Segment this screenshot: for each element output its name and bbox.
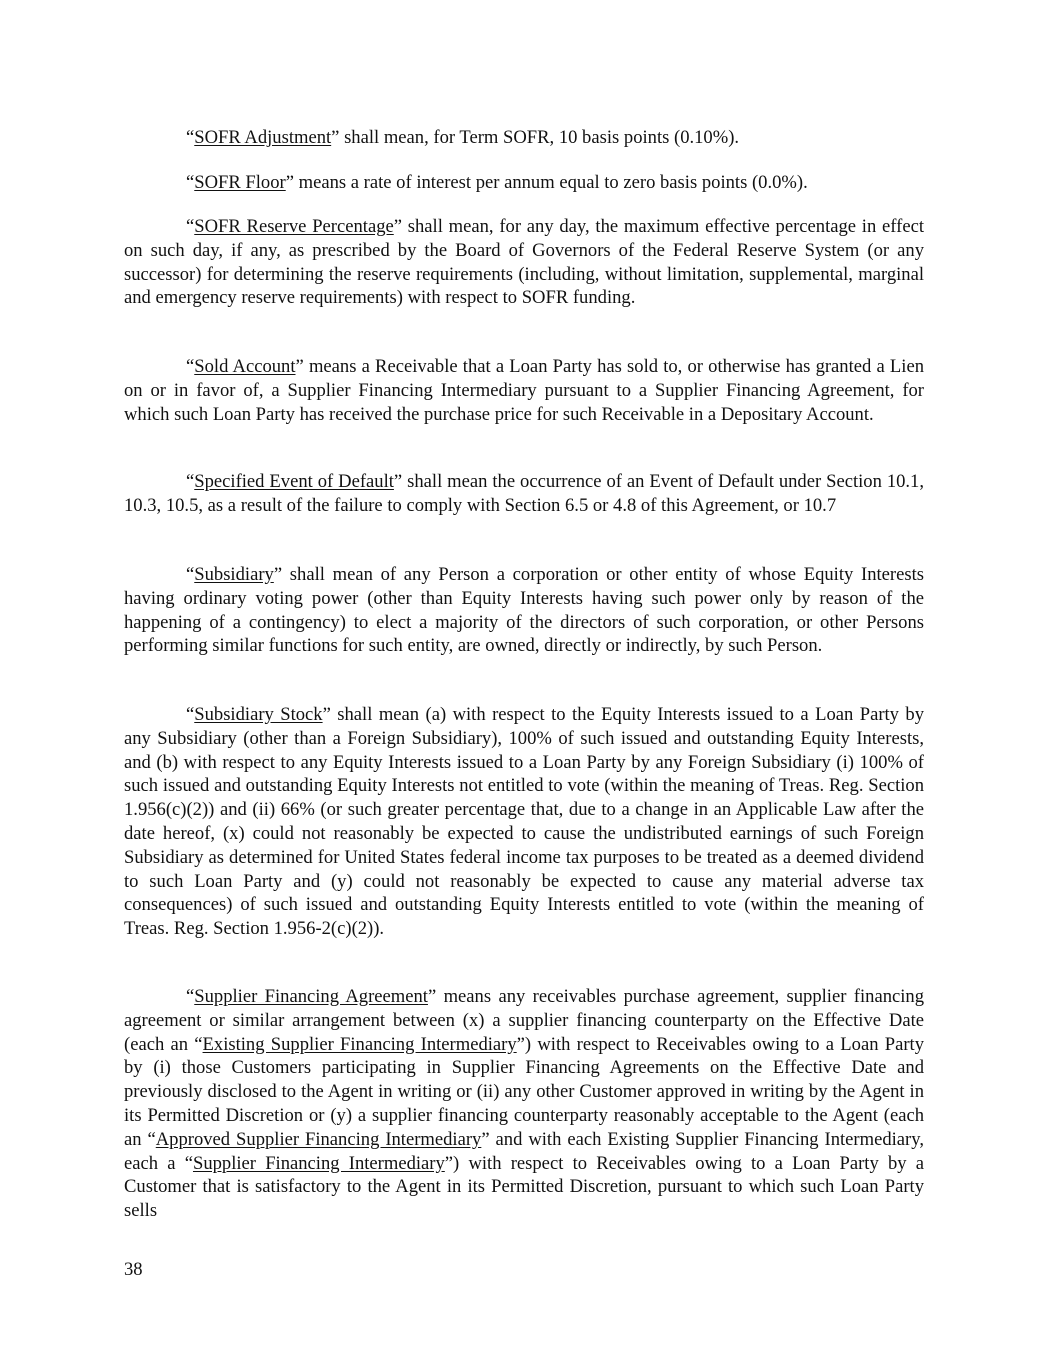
defined-term: Supplier Financing Intermediary bbox=[192, 1152, 445, 1174]
defined-term: Subsidiary Stock bbox=[194, 704, 323, 725]
definition-sofr-adjustment: “SOFR Adjustment” shall mean, for Term SOFR, 10 basis points (0.10%). bbox=[186, 127, 740, 148]
defined-term: SOFR Adjustment bbox=[194, 127, 332, 148]
defined-term: Subsidiary bbox=[194, 564, 274, 585]
defined-term: Sold Account bbox=[194, 356, 296, 377]
definition-sofr-floor: “SOFR Floor” means a rate of interest per annum equal to zero basis points (0.0%). bbox=[186, 172, 808, 193]
definition-sold-account: “Sold Account” means a Receivable that a Loan Party has sold to, or otherwise has granted a Lien on or in favor of, a Supplier Financing Intermediary pursuant to a Supplier Financing Agreement, for which such Loan Party has received the purchase price for such Receivable in a Depositary Account. bbox=[124, 356, 924, 425]
defined-term: SOFR Reserve Percentage bbox=[194, 216, 394, 237]
defined-term: SOFR Floor bbox=[194, 172, 286, 193]
definition-sofr-reserve-percentage: “SOFR Reserve Percentage” shall mean, for any day, the maximum effective percentage in effect on such day, if any, as prescribed by the Board of Governors of the Federal Reserve System (or any successor) for determining the reserve requirements (including, without limitation, supplemental, marginal and emergency reserve requirements) with respect to SOFR funding. bbox=[124, 216, 925, 309]
definition-supplier-financing-agreement: “Supplier Financing Agreement” means any receivables purchase agreement, supplier financing agreement or similar arrangement between (x) a supplier financing counterparty on the Effective Date (each an “Existing Supplier Financing Intermediary”) with respect to Receivables owing to a Loan Party by (i) those Customers participating in Supplier Financing Agreements on the Effective Date and previously disclosed to the Agent in writing or (ii) any other Customer approved in writing by the Agent in its Permitted Discretion or (y) a supplier financing counterparty reasonably acceptable to the Agent (each an “Approved Supplier Financing Intermediary” and with each Existing Supplier Financing Intermediary, each a “Supplier Financing Intermediary”) with respect to Receivables owing to a Loan Party by a Customer that is satisfactory to the Agent in its Permitted Discretion, pursuant to which such Loan Party sells bbox=[124, 986, 924, 1222]
definition-subsidiary: “Subsidiary” shall mean of any Person a corporation or other entity of whose Equity Interests having ordinary voting power (other than Equity Interests having such power only by reason of the happening of a contingency) to elect a majority of the directors of such corporation, or other Persons performing similar functions for such entity, are owned, directly or indirectly, by such Person. bbox=[124, 564, 924, 657]
defined-term: Supplier Financing Agreement bbox=[194, 986, 428, 1007]
definition-specified-event-of-default: “Specified Event of Default” shall mean the occurrence of an Event of Default under Section 10.1, 10.3, 10.5, as a result of the failure to comply with Section 6.5 or 4.8 of this Agreement, or 10.7 bbox=[124, 471, 925, 516]
defined-term: Approved Supplier Financing Intermediary bbox=[155, 1128, 482, 1150]
defined-term: Specified Event of Default bbox=[194, 471, 394, 492]
defined-term: Existing Supplier Financing Intermediary bbox=[202, 1033, 517, 1055]
page-number: 38 bbox=[124, 1259, 143, 1280]
definition-subsidiary-stock: “Subsidiary Stock” shall mean (a) with respect to the Equity Interests issued to a Loan Party by any Subsidiary (other than a Foreign Subsidiary), 100% of such issued and outstanding Equity Interests, and (b) with respect to any Equity Interests issued to a Loan Party by any Foreign Subsidiary (i) 100% of such issued and outstanding Equity Interests not entitled to vote (within the meaning of Treas. Reg. Section 1.956(c)(2)) and (ii) 66% (or such greater percentage that, due to a change in an Applicable Law after the date hereof, (x) could not reasonably be expected to cause the undistributed earnings of such Foreign Subsidiary as determined for United States federal income tax purposes to be treated as a deemed dividend to such Loan Party and (y) could not reasonably be expected to cause any material adverse tax consequences) of such issued and outstanding Equity Interests entitled to vote (within the meaning of Treas. Reg. Section 1.956-2(c)(2)). bbox=[124, 704, 924, 940]
